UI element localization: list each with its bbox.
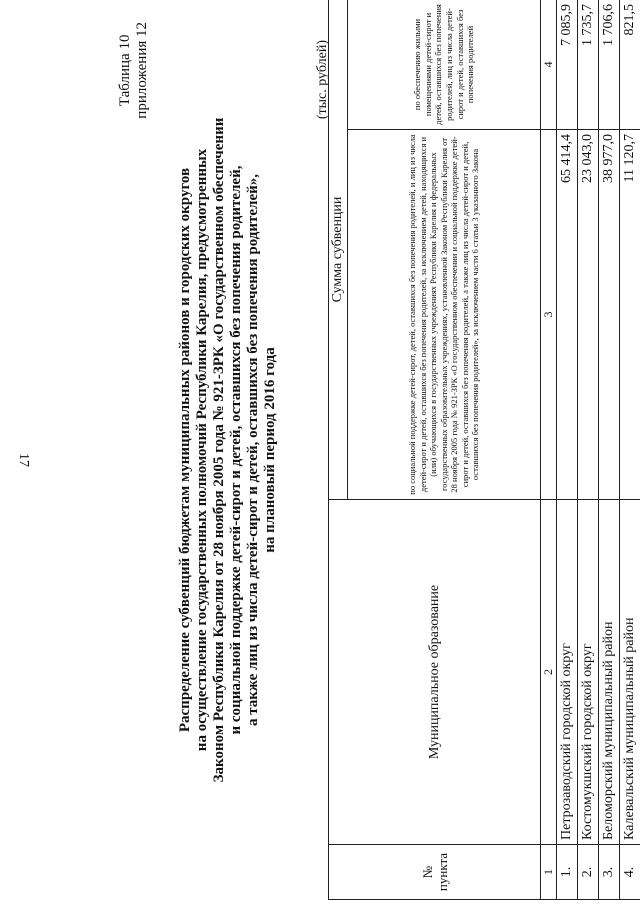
table-label-line2: приложения 12 <box>134 22 150 119</box>
units-label: (тыс. рублей) <box>315 40 330 120</box>
row-col4: 1 706,6 <box>599 0 620 130</box>
row-num: 4. <box>620 845 640 900</box>
row-num: 1. <box>557 845 578 900</box>
header-col4: по обеспечению жилыми помещениями детей-сирот и детей, оставшихся без попечения родителей, лиц из числа детей-сирот и детей, оставшихся без попечения родителей <box>348 0 541 130</box>
row-col4: 1 735,7 <box>578 0 599 130</box>
row-num: 3. <box>599 845 620 900</box>
index-cell: 2 <box>541 500 557 845</box>
title-line-1: Распределение субвенций бюджетам муниципальных районов и городских округов <box>177 167 193 733</box>
row-num: 2. <box>578 845 599 900</box>
title-line-2: на осуществление государственных полномочий Республики Карелия, предусмотренных <box>194 148 210 752</box>
index-cell: 3 <box>541 130 557 500</box>
header-num: № пункта <box>329 845 541 900</box>
row-name: Калевальский муниципальный район <box>620 500 640 845</box>
subvention-table <box>328 0 640 900</box>
page-number: 17 <box>16 453 31 467</box>
rotated-page <box>95 0 640 900</box>
table-row <box>599 0 620 900</box>
row-col4: 821,5 <box>620 0 640 130</box>
header-col3: по социальной поддержке детей-сирот, детей, оставшихся без попечения родителей, и лиц из числа детей-сирот и детей, оставшихся без попечения родителей, за исключением детей, находящихся и (или) обучающихся в государственных учреждениях Республики Карелия и федеральных государственных образовательных учреждениях, установленной Законом Республики Карелия от 28 ноября 2005 года № 921-ЗРК «О государственном обеспечении и социальной поддержке детей-сирот и детей, оставшихся без попечения родителей, а также лиц из числа детей-сирот и детей, оставшихся без попечения родителей», за исключением части 6 статьи 3 указанного Закона <box>348 130 541 500</box>
row-col4: 7 085,9 <box>557 0 578 130</box>
row-col3: 11 120,7 <box>620 130 640 500</box>
row-name: Петрозаводский городской округ <box>557 500 578 845</box>
row-name: Костомукшский городской округ <box>578 500 599 845</box>
title-line-6: на плановый период 2016 года <box>262 347 278 553</box>
table-label <box>117 22 151 119</box>
title-line-4: и социальной поддержке детей-сирот и детей, оставшихся без попечения родителей, <box>228 165 244 735</box>
index-row <box>541 0 557 900</box>
index-cell: 1 <box>541 845 557 900</box>
index-cell: 4 <box>541 0 557 130</box>
table-row <box>620 0 640 900</box>
header-municipality: Муниципальное образование <box>329 500 541 845</box>
table-label-line1: Таблица 10 <box>117 34 133 107</box>
row-col3: 38 977,0 <box>599 130 620 500</box>
title-line-3: Законом Республики Карелия от 28 ноября 2005 года № 921-ЗРК «О государственном обеспечении <box>211 117 227 783</box>
row-col3: 23 043,0 <box>578 130 599 500</box>
table-row <box>578 0 599 900</box>
header-sum: Сумма субвенции <box>329 0 348 500</box>
row-name: Беломорский муниципальный район <box>599 500 620 845</box>
document-title <box>177 0 279 900</box>
row-col3: 65 414,4 <box>557 130 578 500</box>
table-row <box>557 0 578 900</box>
title-line-5: а также лиц из числа детей-сирот и детей, оставшихся без попечения родителей», <box>245 173 261 727</box>
